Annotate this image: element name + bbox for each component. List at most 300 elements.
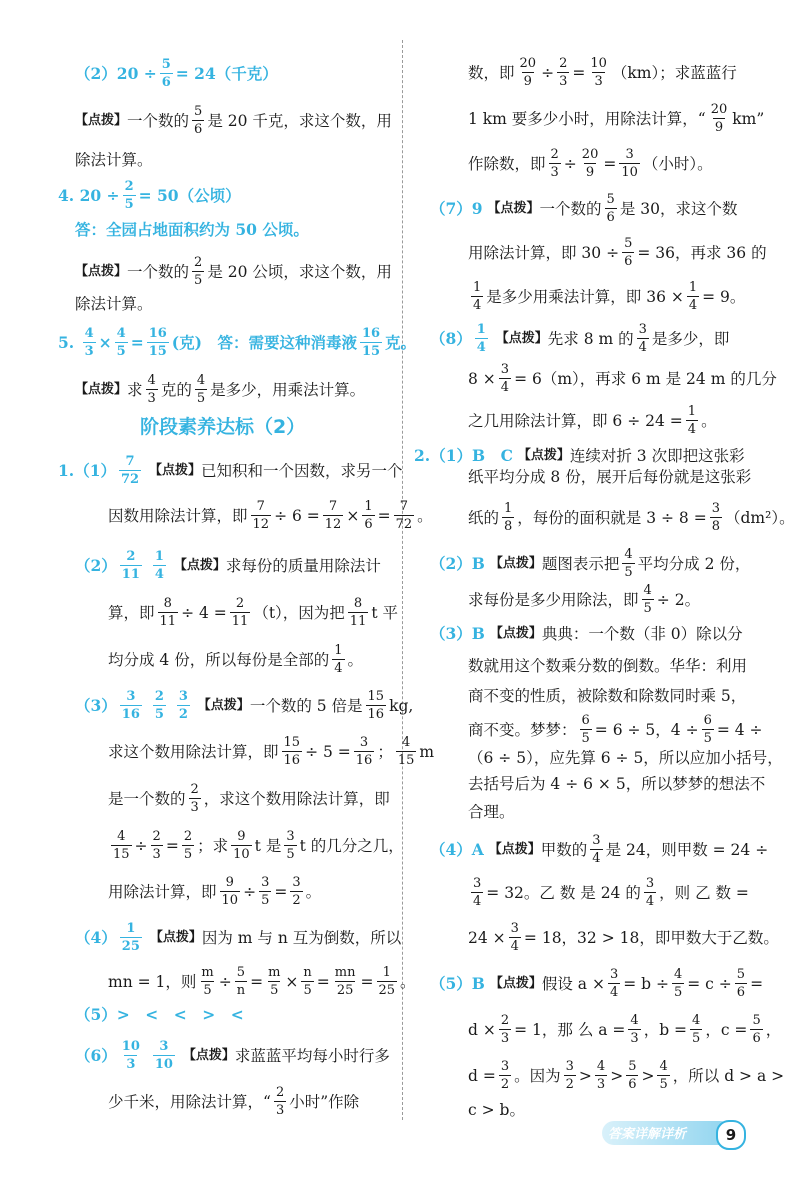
fraction (332, 644, 344, 675)
text-line (108, 966, 416, 997)
text-segment: 因为 m 与 n 互为倒数，所以 (201, 928, 402, 947)
fraction-numerator: 1 (154, 549, 164, 564)
text-segment: 。 (305, 882, 322, 901)
fraction (192, 105, 204, 136)
fraction-denominator: 10 (233, 847, 250, 862)
fraction-denominator: 12 (324, 517, 342, 532)
fraction (499, 1060, 511, 1091)
text-segment: 用除法计算，即 (108, 882, 217, 901)
text-line (468, 148, 713, 179)
fraction (153, 690, 166, 721)
fraction (644, 877, 656, 908)
text-segment: 。 (400, 972, 416, 991)
text-segment: = (250, 972, 264, 991)
text-segment: ，求这个数用除法计算，即 (203, 789, 390, 808)
fraction-denominator: 15 (361, 344, 381, 359)
hint-tag: 【点拨】 (149, 462, 202, 478)
hint-tag: 【点拨】 (75, 263, 128, 279)
text-segment: = (572, 63, 586, 82)
text-segment: 是多少，用乘法计算。 (210, 380, 366, 399)
text-segment: = (130, 332, 144, 352)
fraction (147, 327, 169, 358)
fraction-denominator: 5 (643, 601, 652, 616)
fraction (266, 966, 282, 997)
fraction (471, 281, 483, 312)
answer-line (58, 180, 241, 211)
fraction-numerator: 2 (194, 255, 203, 270)
text-segment: 是 20 公顷，求这个数，用 (207, 262, 392, 281)
fraction-numerator: mn (334, 965, 356, 980)
fraction (628, 1014, 640, 1045)
text-segment: （6） (75, 1045, 117, 1065)
fraction-denominator: 5 (659, 1077, 668, 1092)
text-segment: 24 × (468, 928, 506, 947)
text-segment: = b ÷ (623, 974, 669, 993)
text-segment: = 9。 (702, 287, 746, 306)
fraction-denominator: 4 (473, 894, 482, 909)
fraction-numerator: 3 (178, 689, 188, 704)
text-segment: 求 (127, 380, 143, 399)
text-segment: 之几用除法计算，即 6 ÷ 24 = (468, 411, 683, 430)
fraction-numerator: 7 (328, 499, 338, 514)
text-segment: 一个数的 (539, 199, 602, 218)
hint-tag: 【点拨】 (517, 448, 570, 463)
fraction-denominator: 15 (113, 847, 130, 862)
fraction (83, 327, 96, 358)
answer-line (75, 550, 381, 581)
fraction-denominator: 10 (621, 165, 638, 180)
text-segment: 求每份是多少用除法，即 (468, 590, 639, 609)
fraction-numerator: 5 (628, 1059, 637, 1074)
fraction-denominator: 15 (148, 344, 167, 359)
text-segment: = 6 ÷ 5，4 ÷ (594, 720, 699, 739)
fraction-numerator: 16 (148, 326, 167, 341)
fraction-numerator: 1 (473, 280, 482, 295)
hint-tag: 【点拨】 (495, 330, 548, 346)
fraction-numerator: 4 (659, 1059, 668, 1074)
text-line (468, 57, 737, 88)
fraction-numerator: 2 (183, 829, 193, 844)
answer-line (75, 1003, 244, 1027)
text-segment: 平均分成 2 份， (637, 554, 751, 573)
answer-line (58, 455, 403, 486)
fraction-numerator: 2 (154, 689, 164, 704)
text-segment: = 50（公顷） (138, 185, 241, 205)
text-line (468, 405, 717, 436)
text-line (468, 465, 751, 489)
fraction-numerator: 7 (399, 499, 408, 514)
fraction-numerator: 2 (124, 179, 134, 194)
fraction-denominator: 25 (121, 939, 140, 954)
fraction-denominator: 11 (349, 614, 367, 629)
text-segment: 题图表示把 (541, 554, 620, 573)
fraction-numerator: 4 (643, 583, 652, 598)
fraction-numerator: n (303, 965, 312, 980)
text-segment: c > b。 (468, 1101, 525, 1119)
fraction (588, 57, 609, 88)
fraction-numerator: 3 (500, 1059, 510, 1074)
text-segment: = (750, 974, 764, 993)
text-segment: kg, (389, 696, 414, 715)
fraction-denominator: 5 (692, 1031, 701, 1046)
fraction (120, 690, 142, 721)
text-line (468, 363, 777, 394)
text-segment: > (578, 1066, 592, 1085)
fraction (518, 57, 539, 88)
fraction-numerator: 5 (624, 236, 633, 251)
text-segment: 是 20 千克，求这个数，用 (207, 111, 392, 130)
text-line (108, 1086, 359, 1117)
fraction-denominator: 4 (473, 298, 482, 313)
text-segment: ， (765, 1020, 782, 1039)
hint-tag: 【点拨】 (182, 1047, 235, 1063)
fraction-numerator: 20 (519, 56, 537, 71)
text-segment: = (165, 836, 179, 855)
text-segment: （4） (75, 927, 117, 947)
text-segment: 除法计算。 (75, 295, 153, 313)
fraction (362, 500, 374, 531)
fraction-denominator: 25 (378, 983, 396, 998)
text-segment: = (316, 972, 330, 991)
text-segment: mn = 1，则 (108, 972, 197, 991)
text-segment: = (274, 882, 288, 901)
text-segment: 已知积和一个因数，求另一个 (201, 461, 403, 480)
fraction (394, 500, 415, 531)
fraction (182, 830, 194, 861)
answer-line (75, 922, 401, 953)
text-segment: ÷ (218, 972, 232, 991)
fraction (637, 323, 649, 354)
fraction (499, 363, 511, 394)
fraction-denominator: 3 (147, 391, 156, 406)
fraction-denominator: 5 (183, 847, 193, 862)
text-segment: t 是 (254, 836, 282, 855)
text-segment: （km）；求蓝蓝行 (611, 63, 737, 82)
fraction (687, 281, 699, 312)
fraction-denominator: 3 (190, 800, 199, 815)
text-line (108, 830, 404, 861)
fraction-numerator: 4 (84, 326, 94, 341)
fraction-numerator: m (201, 965, 214, 980)
answer-line (430, 622, 743, 646)
fraction-numerator: 4 (673, 967, 683, 982)
fraction-denominator: 6 (628, 1077, 637, 1092)
fraction (502, 502, 514, 533)
fraction (123, 180, 136, 211)
fraction (557, 57, 569, 88)
fraction-numerator: 10 (121, 1039, 140, 1054)
fraction (702, 714, 714, 745)
text-segment: d × (468, 1020, 496, 1039)
text-segment: 一个数的 5 倍是 (249, 696, 363, 715)
fraction (619, 148, 640, 179)
text-segment: 克。 (385, 332, 417, 352)
text-line (468, 684, 746, 708)
fraction (580, 714, 592, 745)
fraction-numerator: 2 (152, 829, 161, 844)
fraction-numerator: 7 (256, 499, 265, 514)
fraction (735, 968, 747, 999)
text-line (108, 736, 434, 767)
fraction-numerator: 4 (196, 373, 206, 388)
fraction (354, 736, 375, 767)
section-title: 阶段素养达标（2） (140, 416, 306, 438)
fraction-denominator: 3 (126, 1057, 136, 1072)
text-segment: = 24（千克） (175, 63, 278, 83)
fraction (111, 830, 132, 861)
fraction-numerator: 3 (126, 689, 136, 704)
fraction-numerator: 1 (504, 501, 513, 516)
fraction-numerator: 2 (275, 1085, 285, 1100)
fraction-numerator: 3 (565, 1059, 574, 1074)
fraction (709, 103, 730, 134)
fraction-numerator: 3 (286, 829, 295, 844)
fraction (146, 374, 158, 405)
text-line (468, 772, 765, 796)
text-segment: 求这个数用除法计算，即 (108, 742, 279, 761)
fraction (290, 876, 302, 907)
fraction (231, 830, 252, 861)
answer-statement (75, 218, 309, 242)
text-segment: （1） (74, 460, 116, 480)
fraction-denominator: 4 (154, 567, 164, 582)
fraction (590, 834, 602, 865)
text-line (468, 746, 783, 770)
hint-tag: 【点拨】 (75, 112, 128, 128)
fraction-denominator: 3 (84, 344, 94, 359)
text-segment: 是多少用乘法计算，即 36 × (486, 287, 684, 306)
fraction-numerator: 4 (116, 326, 126, 341)
fraction-denominator: 2 (500, 1077, 510, 1092)
text-segment: 一个数的 (127, 111, 190, 130)
text-segment: ÷ (243, 882, 257, 901)
fraction-denominator: 10 (154, 1057, 173, 1072)
fraction-numerator: 3 (473, 876, 482, 891)
text-segment: 商不变的性质，被除数和除数同时乘 5， (468, 687, 747, 705)
text-segment: 。 (701, 411, 717, 430)
fraction-denominator: 4 (476, 340, 486, 355)
fraction-denominator: 15 (397, 753, 415, 768)
text-segment: （8） (430, 328, 472, 348)
fraction-numerator: 4 (630, 1013, 639, 1028)
fraction-denominator: 3 (152, 847, 161, 862)
text-line (468, 922, 779, 953)
fraction (549, 148, 561, 179)
text-segment: = (603, 154, 617, 173)
fraction (230, 597, 251, 628)
fraction (622, 237, 634, 268)
fraction-numerator: 8 (353, 596, 363, 611)
text-segment: （7）9 (430, 198, 483, 218)
fraction (509, 922, 521, 953)
fraction (605, 193, 617, 224)
fraction (626, 1060, 638, 1091)
fraction-denominator: 6 (194, 122, 203, 137)
text-segment: ，b = (643, 1020, 688, 1039)
fraction (177, 690, 190, 721)
fraction-numerator: 1 (476, 322, 486, 337)
text-line (468, 584, 700, 615)
fraction (153, 550, 166, 581)
text-segment: 求每份的质量用除法计 (225, 556, 381, 575)
text-segment: ÷ 4 = (181, 603, 227, 622)
question-number: 4. (58, 185, 75, 205)
text-segment: 甲数的 (540, 840, 588, 859)
text-segment: 纸平均分成 8 份，展开后每份就是这张彩 (468, 468, 752, 486)
text-segment: 是多少，即 (651, 329, 730, 348)
fraction (595, 1060, 607, 1091)
fraction-numerator: 16 (361, 326, 381, 341)
fraction-denominator: 5 (196, 391, 206, 406)
hint-tag: 【点拨】 (487, 200, 540, 216)
text-segment: 20 ÷ (79, 185, 120, 205)
text-line (468, 654, 747, 678)
fraction (750, 1014, 762, 1045)
text-segment: t 平 (371, 603, 398, 622)
text-segment: = c ÷ (687, 974, 732, 993)
fraction (151, 830, 163, 861)
text-segment: 。 (417, 506, 433, 525)
fraction-denominator: 4 (500, 380, 510, 395)
text-segment: t 的几分之几， (299, 836, 404, 855)
text-segment: 求蓝蓝平均每小时行多 (234, 1046, 390, 1065)
text-segment: ； (377, 742, 393, 761)
text-segment: 除法计算。 (75, 151, 153, 169)
text-segment: 答：全园占地面积约为 50 公顷。 (75, 220, 309, 239)
fraction (657, 1060, 669, 1091)
text-segment: （5）> < < > < (75, 1005, 244, 1024)
fraction-numerator: 3 (645, 876, 655, 891)
text-segment: （3）B (430, 624, 485, 643)
fraction-denominator: 3 (596, 1077, 606, 1092)
fraction-numerator: 3 (625, 147, 634, 162)
fraction-denominator: 11 (231, 614, 249, 629)
text-segment: ÷ 5 = (305, 742, 351, 761)
fraction-denominator: 5 (624, 565, 633, 580)
fraction-numerator: 3 (592, 833, 601, 848)
text-segment: （dm²）。 (725, 508, 795, 527)
text-segment: m (419, 742, 435, 761)
text-segment: （3） (75, 695, 117, 715)
fraction-numerator: 3 (359, 735, 369, 750)
text-segment: 算，即 (108, 603, 155, 622)
fraction-denominator: 25 (336, 983, 354, 998)
fraction (580, 148, 601, 179)
fraction-numerator: 1 (334, 643, 343, 658)
fraction-numerator: 4 (147, 373, 156, 388)
text-line (468, 800, 515, 824)
fraction (323, 500, 344, 531)
fraction (195, 374, 207, 405)
fraction-numerator: 2 (559, 56, 568, 71)
text-segment: ÷ (134, 836, 148, 855)
fraction-denominator: 6 (752, 1031, 761, 1046)
fraction-denominator: 3 (594, 74, 603, 89)
text-segment: 均分成 4 份，所以每份是全部的 (108, 650, 330, 669)
answer-line (75, 1040, 390, 1071)
fraction-denominator: 6 (624, 254, 633, 269)
fraction-numerator: 1 (126, 921, 136, 936)
fraction (158, 597, 179, 628)
text-segment: （2）B (430, 553, 485, 573)
text-segment: 。因为 (514, 1066, 561, 1085)
text-line (108, 597, 398, 628)
answer-line (430, 323, 729, 354)
fraction-denominator: 3 (500, 1031, 510, 1046)
hint-tag: 【点拨】 (489, 626, 542, 641)
text-line (468, 1060, 784, 1091)
text-segment: > (641, 1066, 655, 1085)
fraction-denominator: 5 (581, 731, 590, 746)
text-segment: 是 30，求这个数 (619, 199, 738, 218)
text-segment: 合理。 (468, 803, 515, 821)
fraction (120, 1040, 142, 1071)
fraction-numerator: 7 (125, 454, 135, 469)
fraction-denominator: 16 (367, 707, 385, 722)
fraction-numerator: 5 (236, 965, 246, 980)
text-segment: ；求 (197, 836, 229, 855)
text-segment: × (98, 332, 112, 352)
question-number: 1. (58, 460, 75, 480)
fraction-numerator: 3 (609, 967, 619, 982)
fraction (622, 548, 634, 579)
text-line (468, 502, 795, 533)
question-number: 5. (58, 332, 75, 352)
fraction-denominator: n (236, 983, 246, 998)
text-segment: 是一个数的 (108, 789, 186, 808)
fraction-denominator: 6 (606, 210, 615, 225)
fraction-denominator: 5 (286, 847, 295, 862)
answer-line (58, 327, 416, 358)
fraction (120, 922, 142, 953)
fraction-numerator: 20 (710, 102, 728, 117)
text-segment: = 18，32 > 18，即甲数大于乙数。 (523, 928, 779, 947)
text-segment: × (346, 506, 360, 525)
text-segment: = 36，再求 36 的 (637, 243, 767, 262)
fraction-numerator: 2 (235, 596, 245, 611)
question-number: 2. (414, 446, 431, 465)
fraction-denominator: 5 (194, 273, 203, 288)
fraction-numerator: 6 (581, 713, 590, 728)
fraction-numerator: m (268, 965, 281, 980)
text-line (468, 237, 767, 268)
fraction (377, 966, 398, 997)
fraction (160, 58, 173, 89)
fraction-numerator: 9 (237, 829, 246, 844)
fraction-denominator: 4 (334, 661, 343, 676)
text-segment: （4）A (430, 839, 484, 859)
fraction-denominator: 6 (736, 985, 746, 1000)
text-segment: （t），因为把 (253, 603, 345, 622)
hint-tag: 【点拨】 (149, 929, 202, 945)
fraction-denominator: 6 (161, 75, 171, 90)
fraction-numerator: 3 (159, 1039, 169, 1054)
text-segment: 。 (347, 650, 364, 669)
fraction-denominator: 5 (124, 197, 134, 212)
fraction (120, 550, 142, 581)
hint-tag: 【点拨】 (488, 841, 541, 857)
fraction-numerator: 5 (606, 192, 615, 207)
text-segment: 一个数的 (127, 262, 190, 281)
fraction-denominator: 9 (714, 120, 724, 135)
fraction-denominator: 4 (645, 894, 655, 909)
fraction (475, 323, 488, 354)
fraction-denominator: 5 (154, 707, 164, 722)
text-segment: ÷ (541, 63, 555, 82)
fraction-denominator: 2 (292, 893, 301, 908)
fraction (348, 597, 369, 628)
text-segment: 因数用除法计算，即 (108, 506, 248, 525)
